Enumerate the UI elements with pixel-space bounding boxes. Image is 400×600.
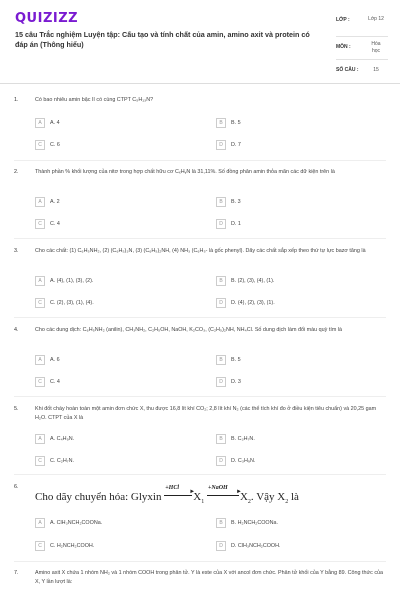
worksheet-title: 15 câu Trắc nghiệm Luyện tập: Cấu tạo và tính chất của amin, amino axit và protein có đáp án (Thông hiểu)	[15, 30, 310, 49]
reaction-arrow	[207, 485, 242, 496]
question-divider	[14, 238, 386, 239]
option-text: B. H₂NCH₂COONa.	[231, 520, 279, 526]
option-text: C. (2), (3), (1), (4).	[50, 300, 94, 306]
option-text: B. C₃H₇N.	[231, 436, 255, 442]
option-text: D. 1	[231, 221, 241, 227]
option-b[interactable]	[216, 275, 274, 287]
option-text: B. 5	[231, 120, 241, 126]
option-c[interactable]	[35, 139, 60, 151]
option-letter: C	[35, 219, 45, 229]
option-a[interactable]	[35, 354, 60, 366]
question-text-end: là	[288, 491, 299, 503]
option-letter: B	[216, 197, 226, 207]
option-b[interactable]	[216, 196, 241, 208]
option-letter: C	[35, 140, 45, 150]
arrow-head-icon: ►	[189, 489, 196, 495]
option-letter: D	[216, 140, 226, 150]
suffix-subscript: 2	[285, 499, 289, 506]
option-c[interactable]	[35, 218, 60, 230]
option-b[interactable]	[216, 117, 241, 129]
question-number: 3.	[14, 248, 19, 254]
option-b[interactable]	[216, 433, 255, 445]
meta-divider	[336, 59, 388, 60]
option-letter: B	[216, 434, 226, 444]
option-letter: C	[35, 298, 45, 308]
option-letter: C	[35, 456, 45, 466]
option-a[interactable]	[35, 275, 93, 287]
option-a[interactable]	[35, 517, 102, 529]
option-d[interactable]	[216, 455, 255, 467]
option-c[interactable]	[35, 540, 94, 552]
option-text: A. ClH₃NCH₂COONa.	[50, 520, 103, 526]
option-b[interactable]	[216, 517, 278, 529]
option-letter: D	[216, 298, 226, 308]
option-d[interactable]	[216, 376, 241, 388]
option-letter: D	[216, 219, 226, 229]
question-number: 6.	[14, 484, 19, 490]
question-number: 1.	[14, 97, 19, 103]
product-subscript: 2	[247, 499, 251, 506]
subject-label: MÔN :	[336, 44, 351, 50]
option-letter: D	[216, 456, 226, 466]
option-text: A. (4), (1), (3), (2).	[50, 278, 94, 284]
option-c[interactable]	[35, 455, 74, 467]
question-number: 2.	[14, 169, 19, 175]
question-text	[35, 485, 387, 509]
option-text: C. 6	[50, 142, 60, 148]
option-letter: A	[35, 197, 45, 207]
option-letter: D	[216, 377, 226, 387]
option-text: B. 3	[231, 199, 241, 205]
question-text: Cho các chất: (1) C₆H₅NH₂, (2) (C₆H₅)₃N, (3) (C₆H₅)₂NH, (4) NH₃ (C₆H₅- là gốc phenyl). Dãy các chất sắp xếp theo thứ tự lực bazơ tăng là	[35, 248, 366, 254]
intermediate-x1: X	[193, 491, 202, 503]
option-text: C. H₂NCH₂COOH.	[50, 543, 95, 549]
option-text: A. 2	[50, 199, 60, 205]
option-d[interactable]	[216, 297, 275, 309]
option-b[interactable]	[216, 354, 241, 366]
option-text: D. ClH₃NCH₂COOH.	[231, 543, 281, 549]
worksheet-header	[0, 0, 400, 84]
intermediate-subscript: 1	[201, 499, 205, 506]
option-letter: B	[216, 276, 226, 286]
option-text: D. 7	[231, 142, 241, 148]
option-letter: C	[35, 541, 45, 551]
option-letter: A	[35, 118, 45, 128]
subject-value: Hóa học	[371, 41, 381, 55]
question-divider	[14, 561, 386, 562]
count-label: SỐ CÂU :	[336, 67, 359, 73]
option-a[interactable]	[35, 117, 60, 129]
option-letter: A	[35, 276, 45, 286]
option-d[interactable]	[216, 139, 241, 151]
option-letter: D	[216, 541, 226, 551]
question-text: Thành phần % khối lượng của nitơ trong hợp chất hữu cơ CₓHᵧN là 31,11%. Số đồng phân amin thỏa mãn các dữ kiện trên là	[35, 169, 335, 175]
reagent-label: +HCl	[165, 485, 179, 491]
product-x2: X	[239, 491, 248, 503]
option-a[interactable]	[35, 433, 74, 445]
reaction-arrow	[164, 485, 196, 496]
option-text: D. (4), (2), (3), (1).	[231, 300, 275, 306]
question-text: Amino axit X chứa 1 nhóm NH₂ và 1 nhóm COOH trong phân tử. Y là este của X với ancol đơn chức. Phân tử khối của Y bằng 89. Công thức của X, Y lần lượt là:	[35, 570, 384, 585]
reagent-label: +NaOH	[207, 485, 228, 491]
option-text: B. (2), (3), (4), (1).	[231, 278, 275, 284]
question-divider	[14, 474, 386, 475]
option-text: D. C₃H₉N.	[231, 458, 256, 464]
option-text: D. 3	[231, 379, 241, 385]
option-a[interactable]	[35, 196, 60, 208]
option-letter: C	[35, 377, 45, 387]
question-number: 4.	[14, 327, 19, 333]
question-number: 5.	[14, 406, 19, 412]
quizizz-logo: QUIZIZZ	[15, 11, 79, 26]
option-letter: B	[216, 518, 226, 528]
option-letter: A	[35, 434, 45, 444]
question-text: Cho các dung dịch: C₆H₅NH₂ (anilin), CH₃NH₂, C₂H₅OH, NaOH, K₂CO₃, (C₂H₅)₂NH, NH₄Cl. Số dung dịch làm đổi màu quỳ tím là	[35, 327, 343, 333]
option-c[interactable]	[35, 297, 94, 309]
option-letter: B	[216, 118, 226, 128]
option-letter: A	[35, 518, 45, 528]
question-divider	[14, 396, 386, 397]
option-text: A. 4	[50, 120, 60, 126]
question-text-prefix: Cho dãy chuyển hóa: Glyxin	[35, 491, 165, 503]
count-value: 15	[373, 67, 379, 73]
class-value: Lớp 12	[368, 16, 384, 22]
option-text: A. 6	[50, 357, 60, 363]
option-c[interactable]	[35, 376, 60, 388]
option-text: C. 4	[50, 379, 60, 385]
arrow-head-icon: ►	[235, 489, 242, 495]
question-divider	[14, 160, 386, 161]
question-text-suffix: . Vậy X	[250, 491, 286, 503]
question-number: 7.	[14, 570, 19, 576]
question-text: Khi đốt cháy hoàn toàn một amin đơn chức X, thu được 16,8 lít khí CO₂; 2,8 lít khí N₂ (các thể tích khí đo ở điều kiện tiêu chuẩn) và 20,25 gam H₂O. CTPT của X là	[35, 406, 377, 421]
option-text: C. 4	[50, 221, 60, 227]
option-d[interactable]	[216, 218, 241, 230]
option-text: B. 5	[231, 357, 241, 363]
option-letter: B	[216, 355, 226, 365]
question-divider	[14, 317, 386, 318]
question-text: Có bao nhiêu amin bậc II có cùng CTPT C₅H₁₃N?	[35, 97, 154, 103]
option-text: A. C₄H₉N.	[50, 436, 75, 442]
option-text: C. C₂H₇N.	[50, 458, 75, 464]
class-label: LỚP :	[336, 17, 350, 23]
meta-divider	[336, 36, 388, 37]
option-d[interactable]	[216, 540, 281, 552]
option-letter: A	[35, 355, 45, 365]
